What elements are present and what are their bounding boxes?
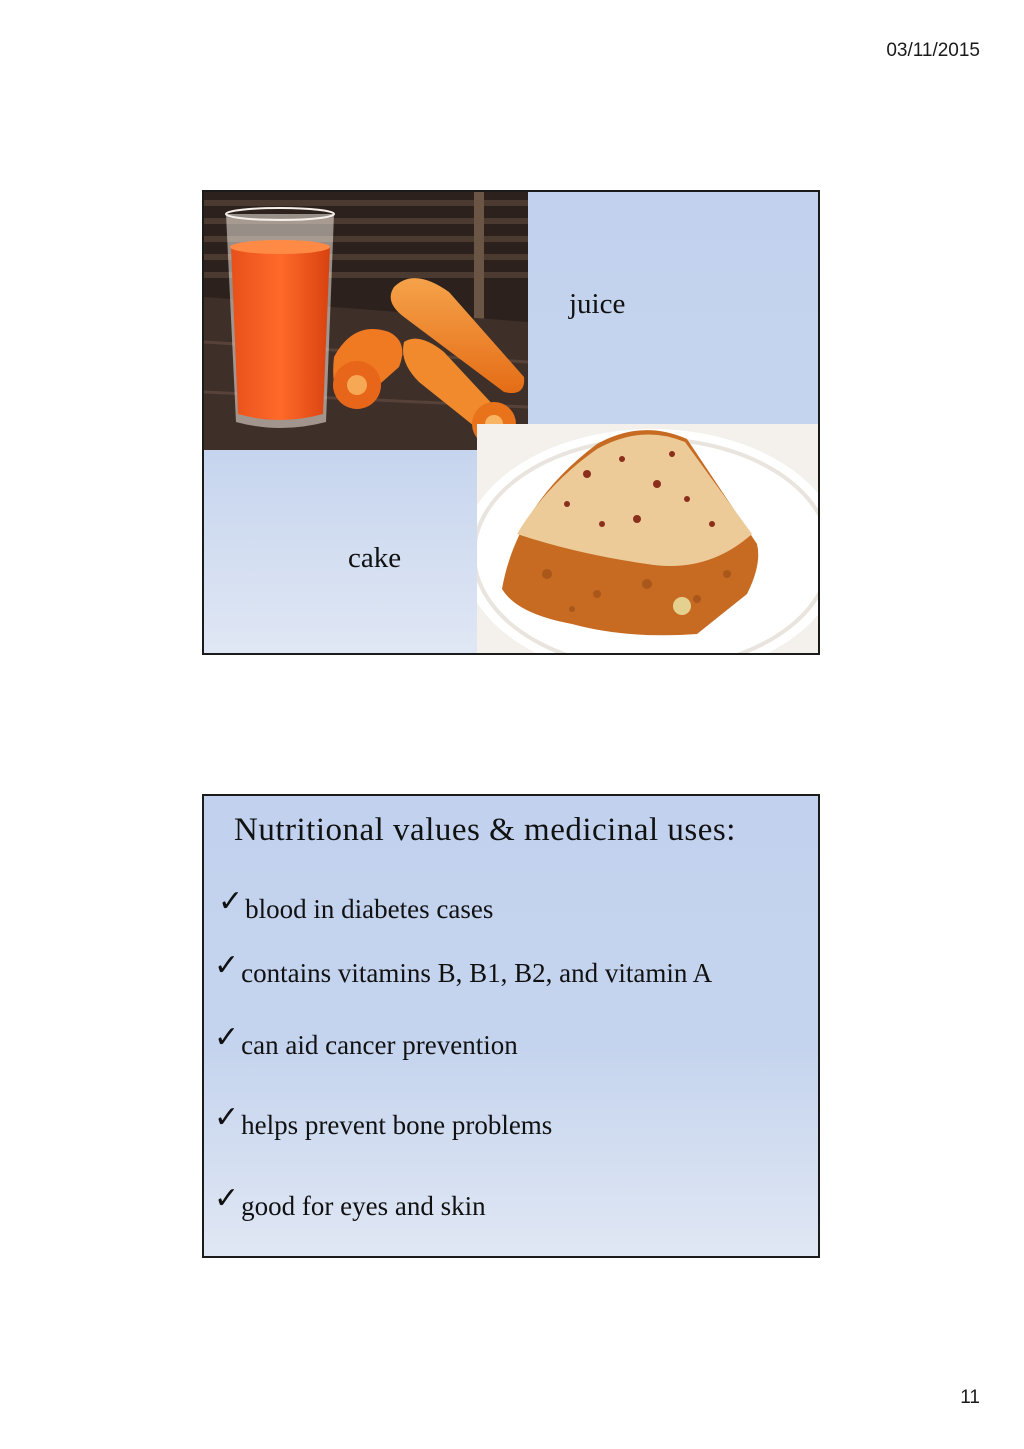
slide-nutrition — [202, 794, 820, 1258]
page-number: 11 — [960, 1387, 980, 1408]
checkmark-icon: ✓ — [214, 1100, 240, 1135]
checkmark-icon: ✓ — [214, 1181, 240, 1216]
carrot-juice-photo — [204, 192, 528, 450]
checkmark-icon: ✓ — [214, 948, 240, 983]
list-item: ✓ helps prevent bone problems — [214, 1100, 553, 1140]
checkmark-icon: ✓ — [218, 884, 244, 919]
list-item: ✓ can aid cancer prevention — [214, 1020, 518, 1060]
list-item: ✓ contains vitamins B, B1, B2, and vitamin A — [214, 948, 713, 988]
cake-label: cake — [348, 542, 402, 574]
slide-title: Nutritional values & medicinal uses: — [234, 812, 736, 848]
checkmark-icon: ✓ — [214, 1020, 240, 1055]
juice-label: juice — [569, 288, 626, 320]
list-item: ✓ good for eyes and skin — [214, 1181, 486, 1221]
page-date: 03/11/2015 — [886, 40, 980, 61]
list-item: ✓ blood in diabetes cases — [218, 884, 494, 924]
carrot-cake-photo — [477, 424, 820, 655]
slide-juice-cake — [202, 190, 820, 655]
